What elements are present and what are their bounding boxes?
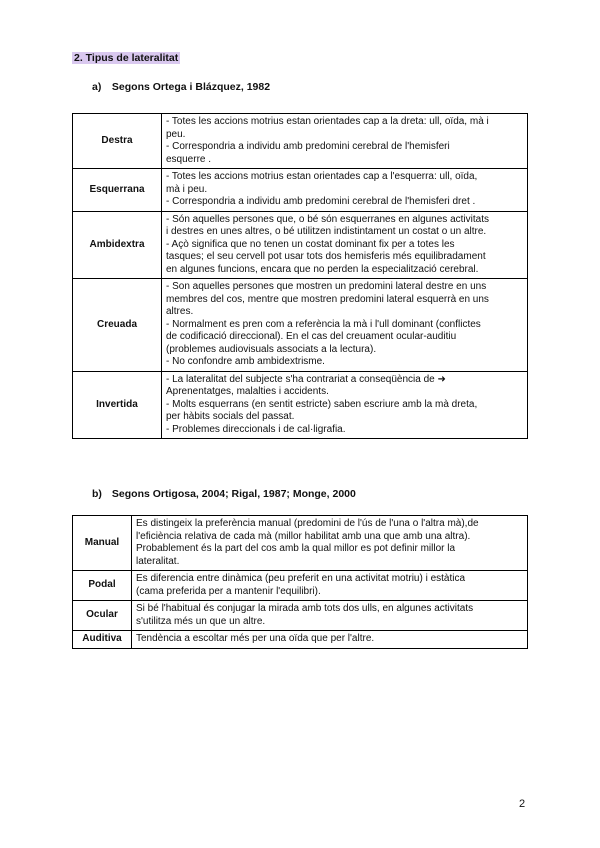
row-description xyxy=(132,571,528,601)
row-type-label: Ocular xyxy=(73,601,132,631)
description-line: l'eficiència relativa de cada mà (millor habilitat amb una que amb una altra). xyxy=(136,530,471,542)
table-row xyxy=(73,114,528,169)
table-row xyxy=(73,169,528,212)
description-line: Es diferencia entre dinàmica (peu preferit en una activitat motriu) i estàtica xyxy=(136,573,466,584)
description-line: esquerre . xyxy=(166,153,212,165)
description-line: - Problemes direccionals i de cal·ligrafia. xyxy=(166,423,346,435)
table-row xyxy=(73,211,528,279)
row-description xyxy=(132,631,528,649)
description-line: Tendència a escoltar més per una oïda que per l'altre. xyxy=(136,633,375,644)
description-line: - La lateralitat del subjecte s'ha contrariat a conseqüència de ➜ xyxy=(166,373,446,385)
row-type-label: Creuada xyxy=(73,279,162,372)
description-line: mà i peu. xyxy=(166,183,208,195)
row-type-label: Ambidextra xyxy=(73,211,162,279)
table-row xyxy=(73,601,528,631)
description-line: altres. xyxy=(166,306,194,317)
row-type-label: Esquerrana xyxy=(73,169,162,212)
description-line: lateralitat. xyxy=(136,555,180,567)
description-line: Si bé l'habitual és conjugar la mirada amb tots dos ulls, en algunes activitats xyxy=(136,603,474,614)
subsection-a-heading xyxy=(92,81,270,93)
subsection-a-label: a) xyxy=(92,81,102,93)
row-description xyxy=(132,601,528,631)
description-line: - Totes les accions motrius estan orientades cap a la dreta: ull, oïda, mà i xyxy=(166,116,489,127)
table-row xyxy=(73,371,528,439)
description-line: - Són aquelles persones que, o bé són esquerranes en algunes activitats xyxy=(166,213,489,225)
description-line: Aprenentatges, malalties i accidents. xyxy=(166,386,329,397)
description-line: per hàbits socials del passat. xyxy=(166,411,295,422)
section-title xyxy=(72,52,180,64)
row-description xyxy=(162,114,528,169)
subsection-a-title: Segons Ortega i Blázquez, 1982 xyxy=(111,81,271,93)
description-line: - Correspondria a individu amb predomini cerebral de l'hemisferi dret . xyxy=(166,196,476,207)
description-line: - Correspondria a individu amb predomini cerebral de l'hemisferi xyxy=(166,141,450,152)
description-line: (problemes audiovisuals associats a la lectura). xyxy=(166,343,377,355)
description-line: - No confondre amb ambidextrisme. xyxy=(166,356,325,367)
row-type-label: Invertida xyxy=(73,371,162,439)
table-row xyxy=(73,279,528,372)
row-type-label: Auditiva xyxy=(73,631,132,649)
row-type-label: Podal xyxy=(73,571,132,601)
row-description xyxy=(162,371,528,439)
section-title-text: 2. Tipus de lateralitat xyxy=(74,52,179,64)
description-line: Probablement és la part del cos amb la qual millor es pot definir millor la xyxy=(136,543,456,554)
description-line: - Açò significa que no tenen un costat dominant fix per a totes les xyxy=(166,238,455,250)
description-line: tasques; el seu cervell pot usar tots dos hemisferis més equilibradament xyxy=(166,251,486,262)
description-line: - Molts esquerrans (en sentit estricte) saben escriure amb la mà dreta, xyxy=(166,398,478,410)
description-line: - Normalment es pren com a referència la mà i l'ull dominant (conflictes xyxy=(166,318,481,330)
table-row xyxy=(73,571,528,601)
subsection-b-title: Segons Ortigosa, 2004; Rigal, 1987; Monge, 2000 xyxy=(111,488,356,500)
description-line: i destres en unes altres, o bé utilitzen indistintament un costat o un altre. xyxy=(166,226,487,237)
row-type-label: Manual xyxy=(73,516,132,571)
subsection-b-heading xyxy=(92,488,356,500)
row-description xyxy=(162,211,528,279)
subsection-b-label: b) xyxy=(92,488,102,500)
description-line: membres del cos, mentre que mostren predomini lateral esquerrà en uns xyxy=(166,293,489,305)
row-type-label: Destra xyxy=(73,114,162,169)
description-line: - Son aquelles persones que mostren un predomini lateral destre en uns xyxy=(166,281,487,292)
description-line: - Totes les accions motrius estan orientades cap a l'esquerra: ull, oïda, xyxy=(166,171,478,182)
table-row xyxy=(73,516,528,571)
laterality-table-ortega xyxy=(72,113,528,439)
laterality-table-ortigosa xyxy=(72,515,528,649)
page-number: 2 xyxy=(519,798,526,810)
description-line: s'utilitza més un que un altre. xyxy=(136,615,266,627)
table-row xyxy=(73,631,528,649)
description-line: en algunes funcions, encara que no perden la especialització cerebral. xyxy=(166,263,479,275)
row-description xyxy=(132,516,528,571)
row-description xyxy=(162,279,528,372)
description-line: Es distingeix la preferència manual (predomini de l'ús de l'una o l'altra mà),de xyxy=(136,518,479,529)
description-line: peu. xyxy=(166,128,186,140)
description-line: (cama preferida per a mantenir l'equilibri). xyxy=(136,585,321,597)
description-line: de codificació direccional). En el cas del creuament ocular-auditiu xyxy=(166,331,457,342)
row-description xyxy=(162,169,528,212)
